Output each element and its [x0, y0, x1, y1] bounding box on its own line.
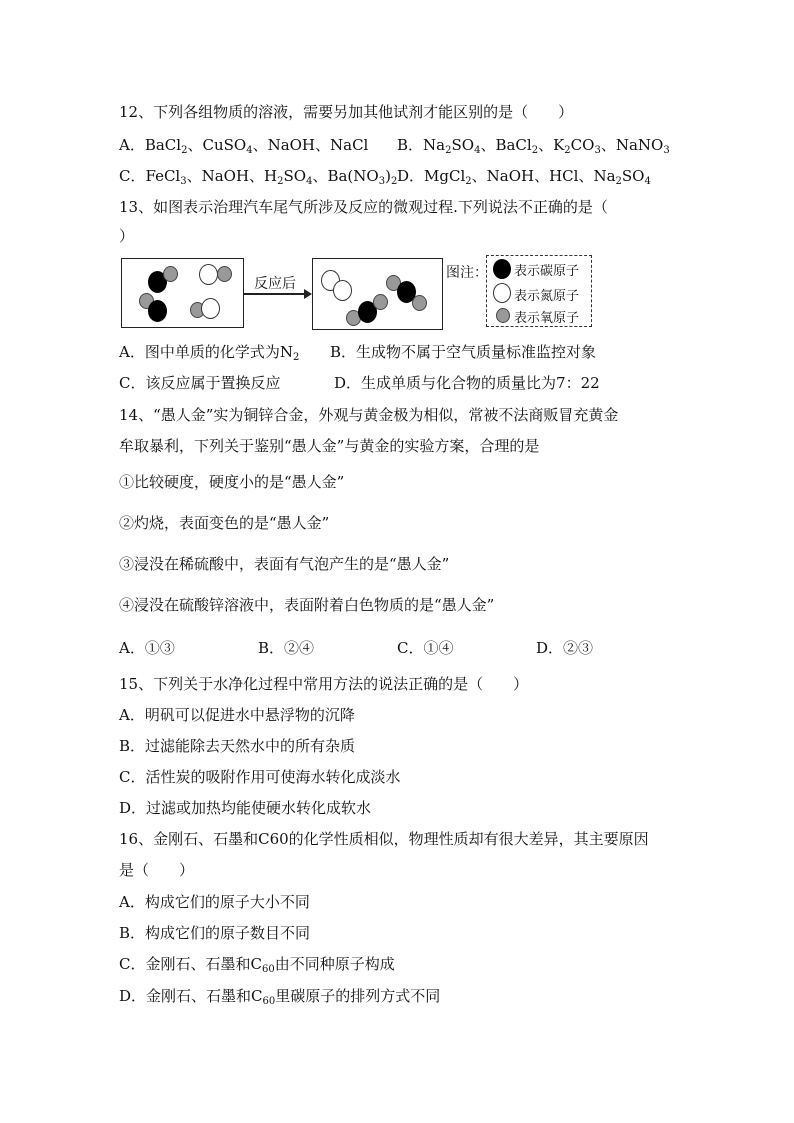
legend-oxygen-label: 表示氧原子: [514, 311, 580, 326]
q16-stem-line1: 16、金刚石、石墨和C60的化学性质相似，物理性质却有很大差异，其主要原因: [119, 830, 649, 848]
q14-item-3: ③浸没在稀硫酸中，表面有气泡产生的是“愚人金”: [119, 555, 450, 573]
q13-option-d: D．生成单质与化合物的质量比为7：22: [334, 374, 600, 392]
carbon-legend-icon: [493, 259, 511, 279]
oxygen-legend-icon: [496, 308, 510, 323]
q14-item-1: ①比较硬度，硬度小的是“愚人金”: [119, 473, 345, 491]
nitrogen-legend-icon: [493, 283, 511, 303]
q14-option-d: D．②③: [536, 639, 594, 657]
q15-option-d: D．过滤或加热均能使硬水转化成软水: [119, 799, 372, 817]
q14-item-4: ④浸没在硫酸锌溶液中，表面附着白色物质的是“愚人金”: [119, 596, 495, 614]
q16-option-c: C．金刚石、石墨和$C_{60}$由不同种原子构成: [119, 955, 395, 975]
q16-option-d: D．金刚石、石墨和$C_{60}$里碳原子的排列方式不同: [119, 987, 441, 1007]
q14-option-b: B．②④: [258, 639, 315, 657]
q16-option-b: B．构成它们的原子数目不同: [119, 924, 311, 942]
oxygen-atom: [412, 295, 427, 311]
q13-stem-line1: 13、如图表示治理汽车尾气所涉及反应的微观过程.下列说法不正确的是（: [119, 198, 608, 216]
q14-option-a: A．①③: [119, 639, 175, 657]
q16-option-a: A．构成它们的原子大小不同: [119, 893, 310, 911]
q12-option-d: D．MgCl$_2$、NaOH、HCl、$Na_2SO_4$: [397, 167, 651, 187]
q12-option-c: C．FeCl$_3$、NaOH、$H_2SO_4$、$Ba(NO_3)_2$: [119, 167, 398, 187]
q12-option-b: B．$Na_2SO_4$、BaCl$_2$、$K_2CO_3$、NaNO$_3$: [397, 136, 670, 156]
q16-stem-line2: 是（ ）: [119, 861, 195, 879]
q13-option-a: A．图中单质的化学式为$N_2$: [119, 343, 300, 363]
q12-stem: 12、下列各组物质的溶液，需要另加其他试剂才能区别的是（ ）: [119, 103, 574, 121]
q14-option-c: C．①④: [397, 639, 454, 657]
q12-option-a: A．BaCl$_2$、CuSO$_4$、NaOH、NaCl: [119, 136, 369, 156]
legend-carbon-label: 表示碳原子: [514, 264, 580, 279]
nitrogen-atom: [333, 280, 352, 301]
arrow-head-icon: [304, 289, 312, 299]
q14-item-2: ②灼烧，表面变色的是“愚人金”: [119, 514, 330, 532]
legend-title: 图注：: [446, 265, 488, 281]
legend-box: [486, 255, 592, 327]
q15-option-b: B．过滤能除去天然水中的所有杂质: [119, 737, 356, 755]
oxygen-atom: [163, 266, 178, 282]
q13-stem-line2: ）: [119, 227, 135, 245]
oxygen-atom: [373, 294, 388, 310]
oxygen-atom: [217, 266, 232, 282]
carbon-atom: [148, 300, 167, 322]
q13-option-b: B．生成物不属于空气质量标准监控对象: [330, 343, 597, 361]
legend-nitrogen-label: 表示氮原子: [514, 289, 580, 304]
nitrogen-atom: [201, 298, 220, 319]
q14-stem-line2: 牟取暴利，下列关于鉴别“愚人金”与黄金的实验方案，合理的是: [119, 437, 540, 455]
arrow-label: 反应后: [254, 276, 296, 292]
nitrogen-atom: [199, 264, 218, 285]
q13-option-c: C．该反应属于置换反应: [119, 374, 281, 392]
q15-stem: 15、下列关于水净化过程中常用方法的说法正确的是（ ）: [119, 675, 529, 693]
q14-stem-line1: 14、“愚人金”实为铜锌合金，外观与黄金极为相似，常被不法商贩冒充黄金: [119, 406, 619, 424]
q15-option-a: A．明矾可以促进水中悬浮物的沉降: [119, 706, 355, 724]
before-reaction-box: [121, 258, 244, 328]
q15-option-c: C．活性炭的吸附作用可使海水转化成淡水: [119, 768, 401, 786]
after-reaction-box: [312, 258, 443, 330]
